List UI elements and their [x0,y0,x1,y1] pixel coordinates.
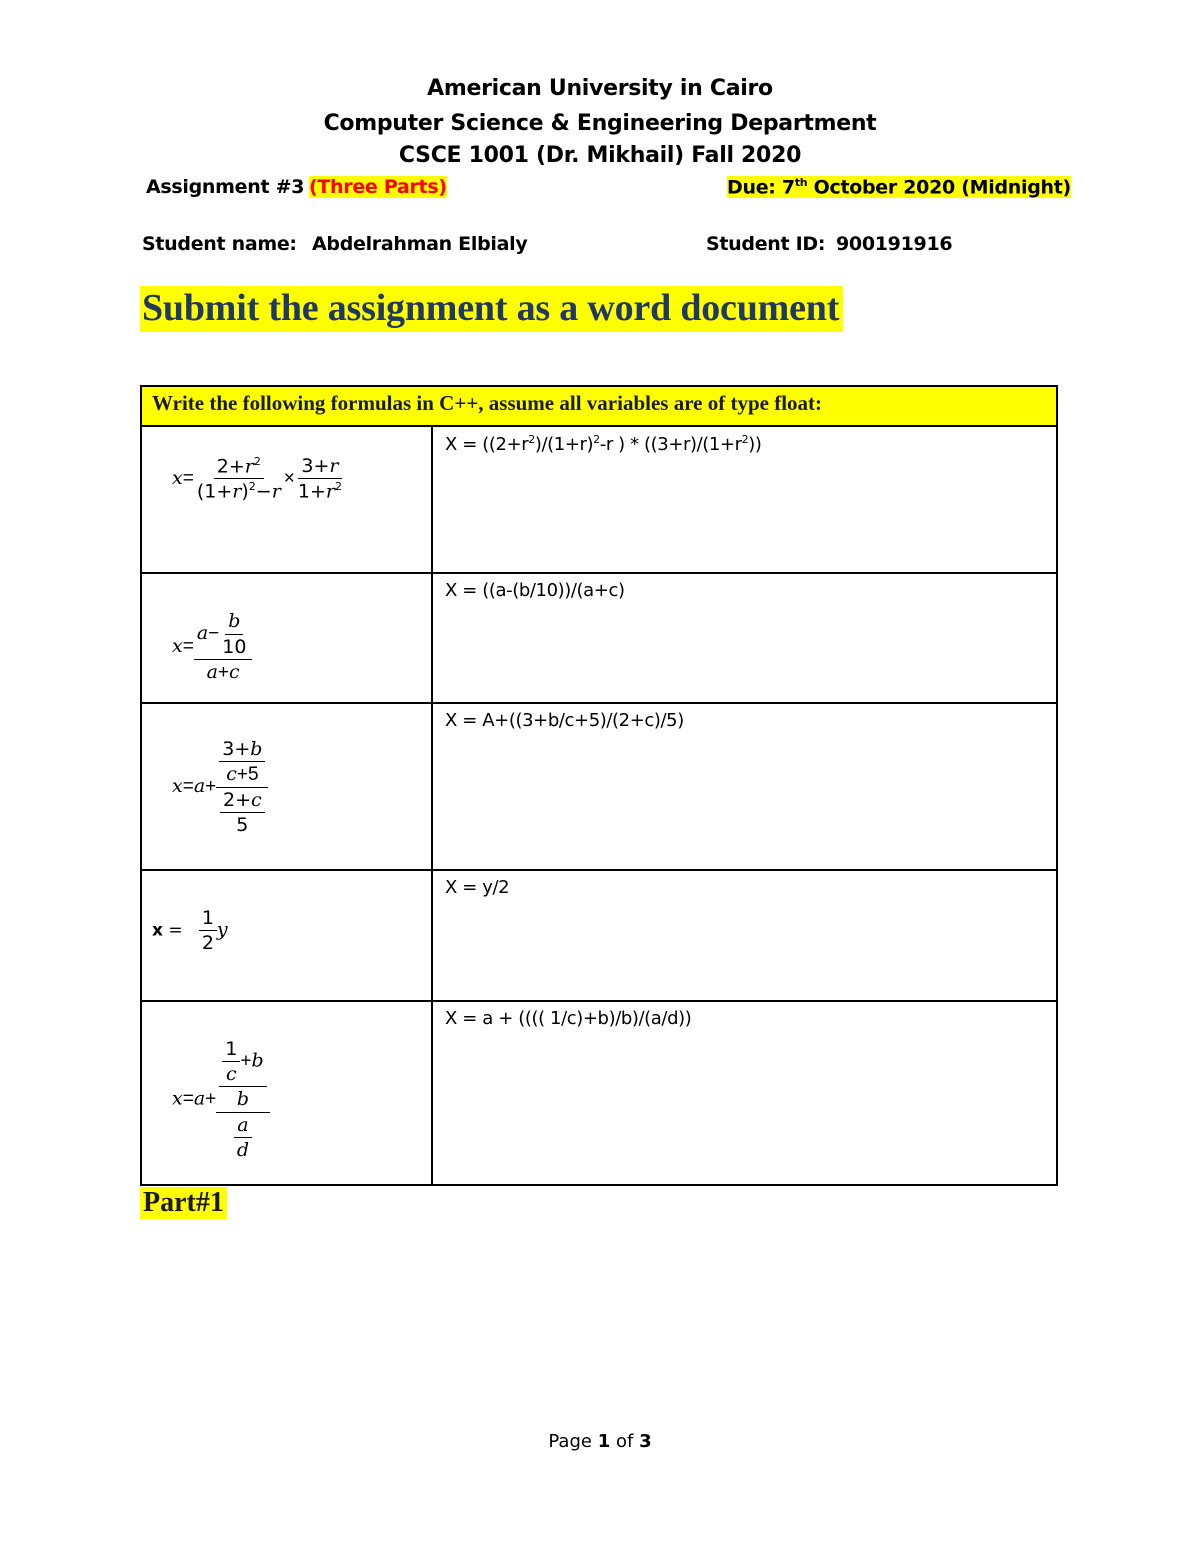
answer-cell-1 [432,426,1057,573]
answer-cell-5 [432,1001,1057,1185]
part-label: Part#1 [140,1187,227,1219]
formula-5: x=a+ $\frac{1}{c}$ +b b $\frac{a}{d}$ [172,1038,270,1161]
student-name-label: Student name: [142,233,297,255]
assignment-label: Assignment #3 [146,176,305,198]
university-name: American University in Cairo [427,76,773,101]
answer-cell-4 [432,870,1057,1001]
answer-1: $X = ((2+r^2)/(1+r)^2-r$ ) * $((3+r)/(1+r^2))$ [445,433,762,455]
due-date [727,176,1071,198]
answer-cell-3 [432,703,1057,870]
formula-3: x=a+ $\frac{\frac{3+b}{c+5}}{\frac{2+c}{5}}$ [172,738,268,836]
due-sup: th [794,176,808,189]
course-name: CSCE 1001 (Dr. Mikhail) Fall 2020 [398,143,802,168]
answer-cell-2 [432,573,1057,703]
submit-instruction-title: Submit the assignment as a word document [140,286,843,332]
formula-1: x= $\frac{2+r^2}{(1+r)^2-r}$ × $\frac{3+r}{1+r^2}$ [172,455,342,503]
page-word: Page [548,1431,592,1452]
table-instruction: Write the following formulas in C++, assume all variables are of type float: [141,386,1057,426]
student-name: Abdelrahman Elbialy [312,233,528,255]
formula-cell-2 [141,573,432,703]
assignment-parts: (Three Parts) [309,176,447,198]
student-id-label: Student ID: [706,233,826,255]
due-prefix: Due: 7 [727,176,795,199]
formula-cell-5 [141,1001,432,1185]
formula-table [140,385,1058,1186]
page-number: 1 [597,1431,611,1452]
answer-5: X = a + (((( 1/c)+b)/b)/(a/d)) [445,1008,692,1029]
formula-cell-1 [141,426,432,573]
page-total: 3 [639,1431,652,1452]
page-footer [0,1431,1200,1452]
due-rest: October 2020 (Midnight) [807,176,1071,199]
answer-3: X = A+((3+b/c+5)/(2+c)/5) [445,710,684,731]
student-id: 900191916 [836,233,953,255]
of-word: of [615,1431,634,1452]
formula-4: x = $\frac{1}{2}$ y [152,907,228,954]
answer-2: X = ((a-(b/10))/(a+c) [445,580,625,601]
formula-cell-3 [141,703,432,870]
formula-2: x= a− $\frac{b}{10}$ a+c [172,610,252,684]
department-name: Computer Science & Engineering Department [323,111,877,136]
formula-cell-4 [141,870,432,1001]
answer-4: X = y/2 [445,877,510,898]
